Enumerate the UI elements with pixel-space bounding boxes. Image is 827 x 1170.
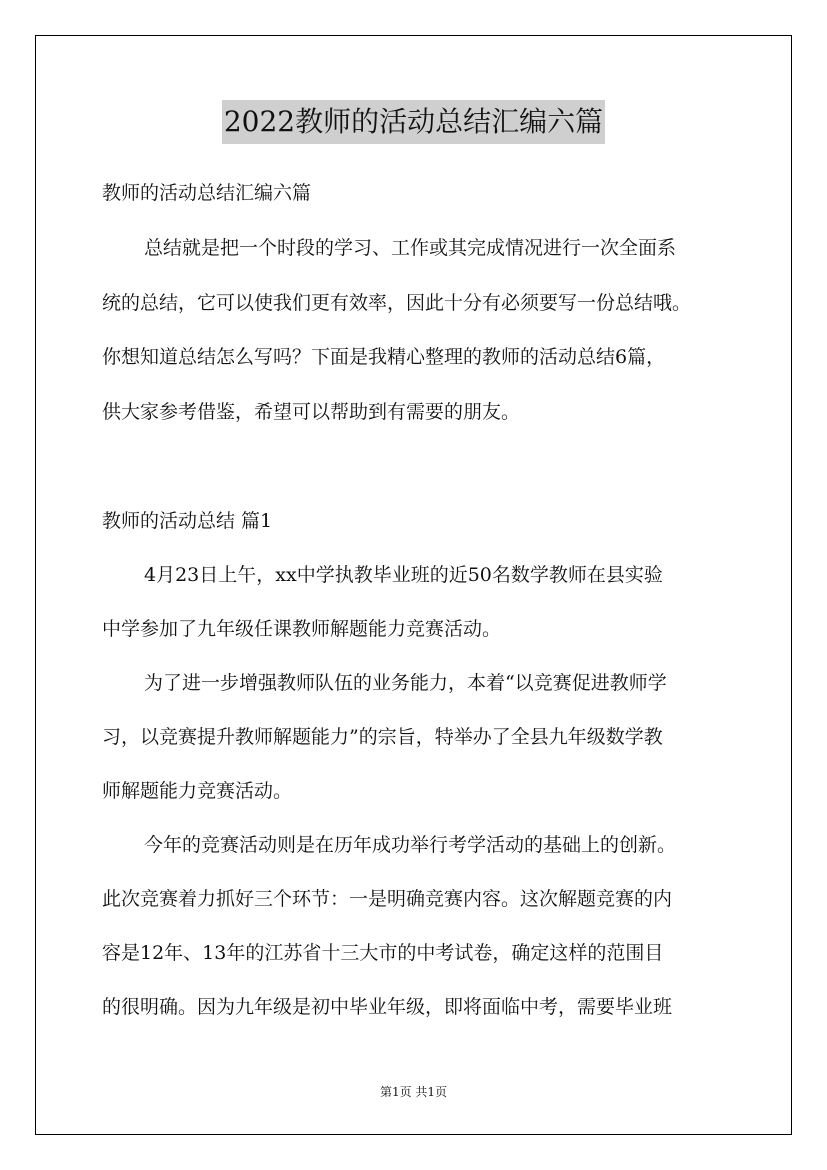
paragraph-line: 总结就是把一个时段的学习、工作或其完成情况进行一次全面系 — [144, 237, 677, 259]
paragraph-line: 今年的竞赛活动则是在历年成功举行考学活动的基础上的创新。 — [144, 834, 677, 856]
paragraph-line: 你想知道总结怎么写吗？下面是我精心整理的教师的活动总结6篇， — [102, 346, 666, 368]
document-title: 2022教师的活动总结汇编六篇 — [222, 100, 605, 144]
paragraph-line: 此次竞赛着力抓好三个环节：一是明确竞赛内容。这次解题竞赛的内 — [102, 888, 673, 910]
section-heading: 教师的活动总结 篇1 — [102, 510, 273, 532]
page-footer: 第1页 共1页 — [379, 1085, 448, 1099]
paragraph-line: 供大家参考借鉴，希望可以帮助到有需要的朋友。 — [102, 401, 521, 423]
paragraph-line: 为了进一步增强教师队伍的业务能力，本着“以竞赛促进教师学 — [144, 672, 667, 694]
paragraph-line: 统的总结，它可以使我们更有效率，因此十分有必须要写一份总结哦。 — [102, 292, 692, 314]
subtitle-line: 教师的活动总结汇编六篇 — [102, 182, 312, 204]
title-container — [0, 100, 827, 144]
paragraph-line: 4月23日上午，xx中学执教毕业班的近50名数学教师在县实验 — [144, 564, 663, 586]
paragraph-line: 师解题能力竞赛活动。 — [102, 780, 293, 802]
paragraph-line: 的很明确。因为九年级是初中毕业年级，即将面临中考，需要毕业班 — [102, 996, 673, 1018]
paragraph-line: 习，以竞赛提升教师解题能力”的宗旨，特举办了全县九年级数学教 — [102, 726, 663, 748]
paragraph-line: 容是12年、13年的江苏省十三大市的中考试卷，确定这样的范围目 — [102, 942, 664, 964]
paragraph-line: 中学参加了九年级任课教师解题能力竞赛活动。 — [102, 618, 502, 640]
